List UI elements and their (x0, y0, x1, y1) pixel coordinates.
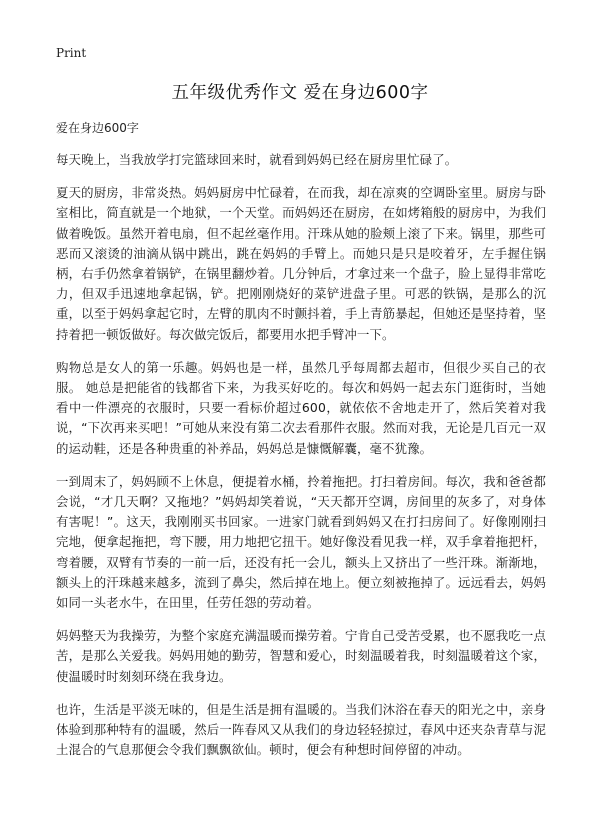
article-paragraph: 一到周末了，妈妈顾不上休息，便提着水桶，拎着拖把。打扫着房间。每次，我和爸爸都会说，“才几天啊？又拖地？”妈妈却笑着说，“天天都开空调，房间里的灰多了，对身体有害呢！”。这天，我刚刚买书回家。一进家门就看到妈妈又在打扫房间了。好像刚刚扫完地，便拿起拖把，弯下腰，用力地把它扭干。她好像没看见我一样，双手拿着拖把杆，弯着腰，双臂有节奏的一前一后，还没有托一会儿，额头上又挤出了一些汗珠。渐渐地，额头上的汗珠越来越多，流到了鼻尖，然后掉在地上。便立刻被拖掉了。远远看去，妈妈如同一头老水牛，在田里，任劳任怨的劳动着。 (56, 473, 546, 611)
page-title: 五年级优秀作文 爱在身边600字 (171, 83, 429, 103)
print-link[interactable]: Print (56, 46, 87, 60)
article-paragraph: 夏天的厨房，非常炎热。妈妈厨房中忙碌着，在而我，却在凉爽的空调卧室里。厨房与卧室相比，简直就是一个地狱，一个天堂。而妈妈还在厨房，在如烤箱般的厨房中，为我们做着晚饭。虽然开着电扇，但不起丝毫作用。汗珠从她的脸颊上滚了下来。锅里，那些可恶而又滚烫的油滴从锅中跳出，跳在妈妈的手臂上。而她只是只是咬着牙，左手握住锅柄，右手仍然拿着锅铲，在锅里翻炒着。几分钟后，才拿过来一个盘子，脸上显得非常吃力，但双手迅速地拿起锅，铲。把刚刚烧好的菜铲进盘子里。可恶的铁锅，是那么的沉重，以至于妈妈拿起它时，左臂的肌肉不时颤抖着，手上青筋暴起，但她还是坚持着，坚持着把一顿饭做好。每次做完饭后，都要用水把手臂冲一下。 (56, 185, 546, 342)
article-body (56, 150, 546, 773)
article-paragraph: 每天晚上，当我放学打完篮球回来时，就看到妈妈已经在厨房里忙碌了。 (56, 152, 458, 167)
article-subtitle: 爱在身边600字 (56, 121, 139, 135)
article-paragraph: 购物总是女人的第一乐趣。妈妈也是一样，虽然几乎每周都去超市，但很少买自己的衣服。 她总是把能省的钱都省下来，为我买好吃的。每次和妈妈一起去东门逛街时，当她看中一件漂亮的衣服时，只要一看标价超过600，就依依不舍地走开了，然后笑着对我说，“下次再来买吧！”可她从来没有第二次去看那件衣服。然而对我，无论是几百元一双的运动鞋，还是各种贵重的补养品，妈妈总是慷慨解囊，毫不犹豫。 (56, 359, 546, 456)
article-paragraph: 也许，生活是平淡无味的，但是生活是拥有温暖的。当我们沐浴在春天的阳光之中，亲身体验到那种特有的温暖，然后一阵春风又从我们的身边轻轻掠过，春风中还夹杂青草与泥土混合的气息那便会令我们飘飘欲仙。顿时，便会有种想时间停留的冲动。 (56, 701, 546, 758)
article-paragraph: 妈妈整天为我操劳，为整个家庭充满温暖而操劳着。宁肯自己受苦受累，也不愿我吃一点苦，是那么关爱我。妈妈用她的勤劳，智慧和爱心，时刻温暖着我，时刻温暖着这个家，使温暖时时刻刻环绕在我身边。 (56, 628, 546, 684)
